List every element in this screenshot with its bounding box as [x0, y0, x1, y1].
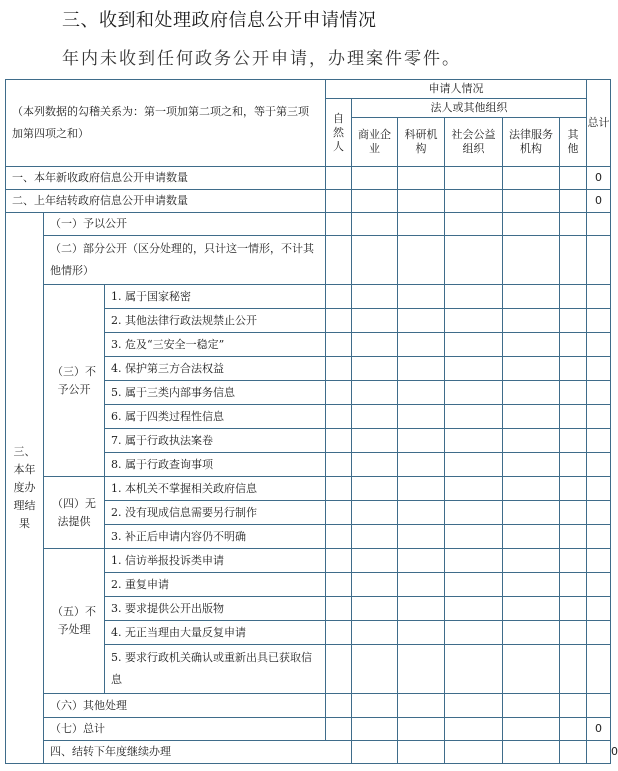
data-cell — [445, 167, 503, 190]
data-cell — [326, 333, 352, 357]
data-cell — [503, 309, 560, 333]
section-summary: 年内未收到任何政务公开申请，办理案件零件。 — [62, 49, 461, 69]
data-cell — [560, 645, 587, 694]
row-label: 1. 本机关不掌握相关政府信息 — [105, 477, 326, 501]
data-cell — [587, 694, 611, 718]
data-cell — [352, 236, 398, 285]
data-cell — [398, 718, 445, 741]
data-cell — [587, 645, 611, 694]
header-note: （本列数据的勾稽关系为：第一项加第二项之和，等于第三项加第四项之和） — [6, 80, 326, 167]
data-cell — [560, 453, 587, 477]
data-cell — [560, 477, 587, 501]
data-cell — [445, 477, 503, 501]
row-label: 1. 属于国家秘密 — [105, 285, 326, 309]
data-cell — [398, 213, 445, 236]
data-cell — [326, 597, 352, 621]
header-legal-service: 法律服务机构 — [503, 118, 560, 167]
row-label: 3. 补正后申请内容仍不明确 — [105, 525, 326, 549]
data-cell — [503, 381, 560, 405]
data-cell — [398, 621, 445, 645]
data-cell — [352, 501, 398, 525]
row-label: 4. 无正当理由大量反复申请 — [105, 621, 326, 645]
data-cell — [445, 597, 503, 621]
row-total-cell: 0 — [587, 167, 611, 190]
data-cell — [560, 741, 587, 764]
data-cell — [352, 525, 398, 549]
data-cell — [326, 621, 352, 645]
data-cell — [560, 405, 587, 429]
data-cell — [398, 333, 445, 357]
data-cell — [445, 236, 503, 285]
row-label: 2. 其他法律行政法规禁止公开 — [105, 309, 326, 333]
data-cell — [398, 453, 445, 477]
data-cell — [352, 645, 398, 694]
header-social: 社会公益组织 — [445, 118, 503, 167]
data-cell — [352, 405, 398, 429]
data-cell — [587, 429, 611, 453]
data-cell — [445, 285, 503, 309]
data-cell — [445, 501, 503, 525]
data-cell — [326, 525, 352, 549]
data-cell — [587, 525, 611, 549]
row-label: 2. 重复申请 — [105, 573, 326, 597]
data-cell — [445, 405, 503, 429]
data-cell — [445, 357, 503, 381]
header-legal-org: 法人或其他组织 — [352, 99, 587, 118]
row-label: 4. 保护第三方合法权益 — [105, 357, 326, 381]
row-label: 3. 要求提供公开出版物 — [105, 597, 326, 621]
data-cell — [560, 694, 587, 718]
data-cell — [398, 429, 445, 453]
data-cell — [503, 621, 560, 645]
data-cell — [503, 501, 560, 525]
data-cell — [503, 213, 560, 236]
data-cell — [503, 549, 560, 573]
data-cell — [587, 501, 611, 525]
data-cell — [445, 645, 503, 694]
data-cell — [560, 357, 587, 381]
data-cell — [587, 309, 611, 333]
row-label: 1. 信访举报投诉类申请 — [105, 549, 326, 573]
row-label: 2. 没有现成信息需要另行制作 — [105, 501, 326, 525]
data-cell — [326, 477, 352, 501]
data-cell — [398, 190, 445, 213]
row-label: 一、本年新收政府信息公开申请数量 — [6, 167, 326, 190]
data-cell — [587, 236, 611, 285]
data-cell — [326, 236, 352, 285]
data-cell — [560, 549, 587, 573]
row-label: （七）总计 — [44, 718, 326, 741]
data-cell — [560, 429, 587, 453]
row-total-cell: 0 — [587, 190, 611, 213]
data-cell — [587, 621, 611, 645]
data-cell — [503, 477, 560, 501]
data-cell — [326, 190, 352, 213]
data-cell — [445, 741, 503, 764]
data-cell — [326, 429, 352, 453]
data-cell — [587, 357, 611, 381]
data-cell — [398, 167, 445, 190]
data-cell — [352, 453, 398, 477]
data-cell — [326, 285, 352, 309]
data-cell — [326, 453, 352, 477]
section-title: 三、收到和处理政府信息公开申请情况 — [62, 10, 377, 31]
header-applicant: 申请人情况 — [326, 80, 587, 99]
data-cell — [326, 309, 352, 333]
data-cell — [587, 285, 611, 309]
data-cell — [326, 213, 352, 236]
header-other: 其他 — [560, 118, 587, 167]
header-total: 总计 — [587, 80, 611, 167]
data-cell — [503, 333, 560, 357]
data-cell — [560, 190, 587, 213]
header-research: 科研机构 — [398, 118, 445, 167]
data-cell — [398, 694, 445, 718]
data-cell — [560, 309, 587, 333]
row-label: （二）部分公开（区分处理的，只计这一情形，不计其他情形） — [44, 236, 326, 285]
data-cell — [587, 453, 611, 477]
data-cell — [398, 477, 445, 501]
data-cell — [352, 285, 398, 309]
data-cell — [560, 621, 587, 645]
header-natural-person: 自然人 — [326, 99, 352, 167]
data-cell — [503, 525, 560, 549]
data-cell — [352, 381, 398, 405]
data-cell — [352, 477, 398, 501]
row-label: （一）予以公开 — [44, 213, 326, 236]
info-disclosure-table: （本列数据的勾稽关系为：第一项加第二项之和，等于第三项加第四项之和） 申请人情况 总计 自然人 法人或其他组织 商业企业 科研机构 社会公益组织 法律服务机构 其他 一、本年新收政府信息公开申请数量 0 二、上年结转政府信息公开申请数量 0 三、本年度办理结果 （一）予以公开 （二）部分公开（区分处理的，只计这一情形，不计其他情形） （三）不予公开 1. 属于国家秘密 2. 其他法律行政法规禁止公开 3. 危及“三安全一稳定” 4. 保护第三方合法权益 5. 属于三类内部事务信息 6. 属于四类过程性信息 7. 属于行政执法案卷 8. 属于行政查询事项 （四）无法提供 1. 本机关不掌握相关政府信息 2. 没有现成信息需要另行制作 3. 补正后申请内容仍不明确 （五）不予处理 1. 信访举报投诉类申请 2. 重复申请 3. 要求提供公开出版物 4. 无正当理由大量反复申请 5. 要求行政机关确认或重新出具已获取信息 （六）其他处理 （七）总计 0 四、结转下年度继续办理 0 — [5, 79, 611, 764]
data-cell — [503, 357, 560, 381]
data-cell — [326, 501, 352, 525]
data-cell — [445, 525, 503, 549]
data-cell — [560, 525, 587, 549]
data-cell — [445, 381, 503, 405]
data-cell — [352, 718, 398, 741]
data-cell — [587, 405, 611, 429]
data-cell — [503, 285, 560, 309]
row-label: 3. 危及“三安全一稳定” — [105, 333, 326, 357]
data-cell — [326, 405, 352, 429]
data-cell — [326, 718, 352, 741]
data-cell — [352, 573, 398, 597]
data-cell — [560, 381, 587, 405]
data-cell — [560, 573, 587, 597]
row-total-cell: 0 — [587, 718, 611, 741]
data-cell — [445, 213, 503, 236]
data-cell — [352, 549, 398, 573]
row-label: 6. 属于四类过程性信息 — [105, 405, 326, 429]
data-cell — [352, 357, 398, 381]
group-label: 三、本年度办理结果 — [6, 213, 44, 764]
data-cell — [352, 429, 398, 453]
data-cell — [398, 573, 445, 597]
data-cell — [326, 167, 352, 190]
data-cell — [398, 381, 445, 405]
data-cell — [326, 381, 352, 405]
data-cell — [587, 333, 611, 357]
data-cell — [503, 236, 560, 285]
data-cell — [445, 453, 503, 477]
data-cell — [352, 597, 398, 621]
data-cell — [398, 597, 445, 621]
data-cell — [398, 741, 445, 764]
data-cell — [445, 309, 503, 333]
data-cell — [398, 236, 445, 285]
data-cell — [352, 333, 398, 357]
row-label: （六）其他处理 — [44, 694, 326, 718]
data-cell — [587, 597, 611, 621]
data-cell — [445, 429, 503, 453]
data-cell — [326, 357, 352, 381]
data-cell — [398, 525, 445, 549]
data-cell — [445, 573, 503, 597]
data-cell — [398, 405, 445, 429]
data-cell — [503, 645, 560, 694]
data-cell — [503, 597, 560, 621]
data-cell — [503, 694, 560, 718]
row-label: 四、结转下年度继续办理 — [44, 741, 352, 764]
data-cell — [503, 453, 560, 477]
data-cell — [587, 549, 611, 573]
data-cell — [560, 213, 587, 236]
data-cell — [326, 549, 352, 573]
data-cell — [398, 549, 445, 573]
data-cell — [560, 236, 587, 285]
data-cell — [587, 741, 611, 764]
data-cell — [445, 718, 503, 741]
data-cell — [326, 694, 352, 718]
data-cell — [326, 573, 352, 597]
data-cell — [445, 621, 503, 645]
data-cell — [503, 429, 560, 453]
data-cell — [587, 477, 611, 501]
data-cell — [560, 597, 587, 621]
subgroup-label: （三）不予公开 — [44, 285, 105, 477]
data-cell — [503, 718, 560, 741]
data-cell — [352, 309, 398, 333]
data-cell — [398, 309, 445, 333]
data-cell — [398, 501, 445, 525]
data-cell — [398, 285, 445, 309]
row-label: 7. 属于行政执法案卷 — [105, 429, 326, 453]
data-cell — [587, 381, 611, 405]
data-cell — [352, 213, 398, 236]
row-label: 8. 属于行政查询事项 — [105, 453, 326, 477]
data-cell — [560, 501, 587, 525]
row-label: 5. 要求行政机关确认或重新出具已获取信息 — [105, 645, 326, 694]
data-cell — [503, 405, 560, 429]
data-cell — [560, 167, 587, 190]
data-cell — [587, 213, 611, 236]
data-cell — [560, 333, 587, 357]
data-cell — [445, 190, 503, 213]
data-cell — [326, 645, 352, 694]
data-cell — [503, 167, 560, 190]
data-cell — [445, 694, 503, 718]
data-cell — [398, 357, 445, 381]
data-cell — [352, 621, 398, 645]
data-cell — [352, 741, 398, 764]
data-cell — [560, 285, 587, 309]
subgroup-label: （五）不予处理 — [44, 549, 105, 694]
data-cell — [352, 694, 398, 718]
data-cell — [503, 741, 560, 764]
data-cell — [560, 718, 587, 741]
data-cell — [503, 573, 560, 597]
row-label: 5. 属于三类内部事务信息 — [105, 381, 326, 405]
data-cell — [398, 645, 445, 694]
data-cell — [352, 190, 398, 213]
row-label: 二、上年结转政府信息公开申请数量 — [6, 190, 326, 213]
data-cell — [587, 573, 611, 597]
subgroup-label: （四）无法提供 — [44, 477, 105, 549]
data-cell — [352, 167, 398, 190]
header-business: 商业企业 — [352, 118, 398, 167]
data-cell — [503, 190, 560, 213]
data-cell — [445, 333, 503, 357]
data-cell — [445, 549, 503, 573]
